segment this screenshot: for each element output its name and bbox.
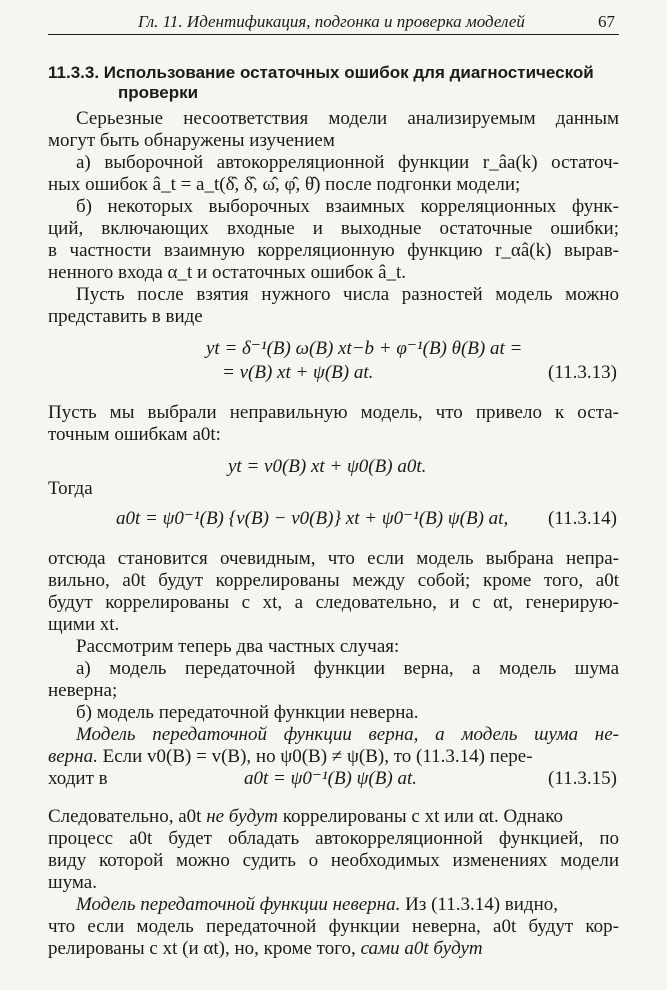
text-line	[48, 746, 619, 768]
text-line: что если модель передаточной функции неверна, a0t будут кор-	[48, 916, 619, 937]
section-number: 11.3.3.	[48, 63, 100, 82]
italic-run: сами a0t будут	[360, 938, 483, 959]
text-line	[76, 894, 558, 916]
section-title-line2: проверки	[118, 83, 199, 102]
equation-11-3-15: a0t = ψ0⁻¹(B) ψ(B) at.	[244, 768, 417, 789]
text-line: а) выборочной автокорреляционной функции r_âa(k) остаточ-	[76, 152, 619, 173]
text-line: Тогда	[48, 478, 93, 499]
text-line: представить в виде	[48, 306, 203, 327]
italic-run: Модель передаточной функции неверна.	[76, 894, 401, 915]
equation-number-11-3-13: (11.3.13)	[548, 362, 617, 383]
text-line: виду которой можно судить о необходимых изменениях модели	[48, 850, 619, 871]
text-line: процесс a0t будет обладать автокорреляционной функцией, по	[48, 828, 619, 849]
text-run: Если v0(B) = v(B), но ψ0(B) ≠ ψ(B), то (11.3.14) пере-	[102, 746, 533, 767]
text-line: Пусть мы выбрали неправильную модель, что привело к оста-	[48, 402, 619, 423]
running-title: Гл. 11. Идентификация, подгонка и проверка моделей	[138, 12, 525, 31]
text-line: а) модель передаточной функции верна, а модель шума	[76, 658, 619, 679]
equation-11-3-13-line1: yt = δ⁻¹(B) ω(B) xt−b + φ⁻¹(B) θ(B) at =	[206, 338, 523, 359]
equation-a0t: yt = v0(B) xt + ψ0(B) a0t.	[228, 456, 427, 477]
text-run: коррелированы с xt или αt. Однако	[282, 806, 563, 827]
text-run: Из (11.3.14) видно,	[405, 894, 558, 915]
text-line: б) некоторых выборочных взаимных корреляционных функ-	[76, 196, 619, 217]
text-line: Рассмотрим теперь два частных случая:	[76, 636, 400, 657]
text-line: ходит в	[48, 768, 108, 789]
page-number: 67	[598, 12, 615, 31]
text-line: ций, включающих входные и выходные остаточные ошибки;	[48, 218, 619, 239]
text-line: вильно, a0t будут коррелированы между собой; кроме того, a0t	[48, 570, 619, 591]
text-line-italic: Модель передаточной функции верна, а модель шума не-	[76, 724, 619, 745]
text-line: шума.	[48, 872, 97, 893]
text-line: ных ошибок â_t = a_t(δ̂, δ̂, ω̂, φ̂, θ̂) после подгонки модели;	[48, 174, 521, 195]
equation-number-11-3-15: (11.3.15)	[548, 768, 617, 789]
section-title-line1: Использование остаточных ошибок для диагностической	[103, 63, 594, 82]
text-line	[48, 806, 563, 828]
italic-run: не будут	[206, 806, 278, 827]
equation-11-3-13-line2: = v(B) xt + ψ(B) at.	[222, 362, 374, 383]
text-line: щими xt.	[48, 614, 120, 635]
section-heading	[48, 62, 594, 84]
equation-number-11-3-14: (11.3.14)	[548, 508, 617, 529]
text-line: точным ошибкам a0t:	[48, 424, 221, 445]
text-run: релированы с xt (и αt), но, кроме того,	[48, 938, 356, 959]
text-line: отсюда становится очевидным, что если модель выбрана непра-	[48, 548, 619, 569]
text-line: Пусть после взятия нужного числа разностей модель можно	[76, 284, 619, 305]
text-line	[48, 938, 483, 960]
text-line: могут быть обнаружены изучением	[48, 130, 335, 151]
text-line: б) модель передаточной функции неверна.	[76, 702, 419, 723]
text-line: в частности взаимную корреляционную функцию r_αâ(k) вырав-	[48, 240, 619, 261]
text-run: Следовательно, a0t	[48, 806, 202, 827]
text-line: Серьезные несоответствия модели анализируемым данным	[76, 108, 619, 129]
text-line: неверна;	[48, 680, 118, 701]
italic-run: верна.	[48, 746, 98, 767]
text-line: будут коррелированы с xt, а следовательно, и с αt, генерирую-	[48, 592, 619, 613]
equation-11-3-14: a0t = ψ0⁻¹(B) {v(B) − v0(B)} xt + ψ0⁻¹(B) ψ(B) at,	[116, 508, 509, 529]
text-line: ненного входа α_t и остаточных ошибок â_t.	[48, 262, 407, 283]
running-header	[48, 10, 619, 35]
